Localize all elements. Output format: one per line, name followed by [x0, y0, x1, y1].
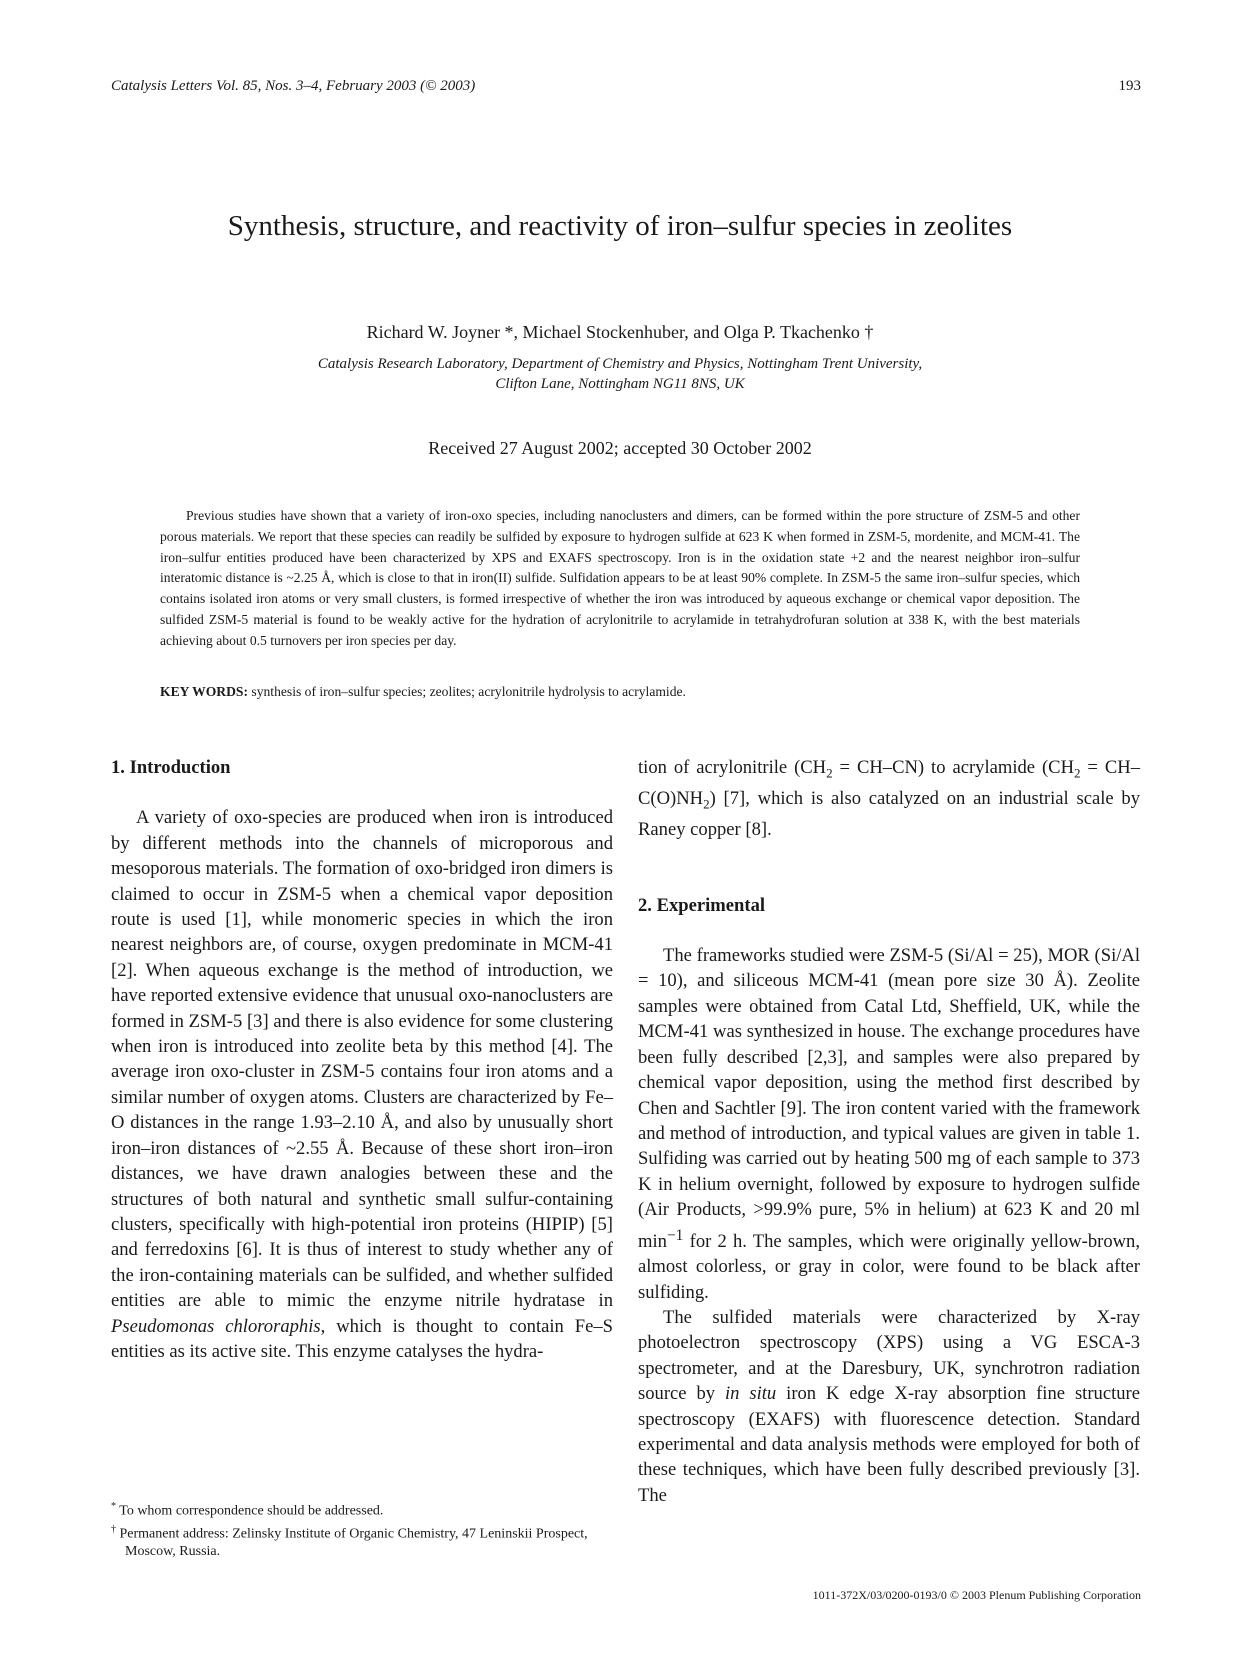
section-heading-introduction: 1. Introduction — [111, 757, 231, 778]
experimental-paragraph: The sulfided materials were characterized by X-ray photoelectron spectroscopy (XPS) using a VG ESCA-3 spectrometer, and at the Daresbury, UK, synchrotron radiation source by in situ iron K edge X-ray absorption fine structure spectroscopy (EXAFS) with fluorescence detection. Standard experimental and data analysis methods were employed for both of these techniques, which have been fully described previously [3]. The — [638, 1306, 1140, 1506]
publisher-line: 1011-372X/03/0200-0193/0 © 2003 Plenum Publishing Corporation — [812, 1588, 1141, 1602]
footnote-permanent-address: † Permanent address: Zelinsky Institute of Organic Chemistry, 47 Leninskii Prospect, Moscow, Russia. — [111, 1523, 588, 1560]
keywords — [160, 684, 1080, 700]
affiliation — [160, 354, 1080, 394]
affiliation-line: Clifton Lane, Nottingham NG11 8NS, UK — [495, 376, 745, 392]
experimental-paragraph: The frameworks studied were ZSM-5 (Si/Al = 25), MOR (Si/Al = 10), and siliceous MCM-41 (mean pore size 30 Å). Zeolite samples were obtained from Catal Ltd, Sheffield, UK, while the MCM-41 was synthesized in house. The exchange procedures have been fully described [2,3], and samples were also prepared by chemical vapor deposition, using the method first described by Chen and Sachtler [9]. The iron content varied with the framework and method of introduction, and typical values are given in table 1. Sulfiding was carried out by heating 500 mg of each sample to 373 K in helium overnight, followed by exposure to hydrogen sulfide (Air Products, >99.9% pure, 5% in helium) at 623 K and 20 ml $\min^{-1}$ for 2 h. The samples, which were originally yellow-brown, almost colorless, or gray in color, were found to be black after sulfiding. — [638, 945, 1140, 1303]
footnotes — [111, 1498, 613, 1561]
left-column — [111, 755, 613, 1364]
received-dates: Received 27 August 2002; accepted 30 October 2002 — [428, 438, 812, 458]
journal-citation: Catalysis Letters Vol. 85, Nos. 3–4, February 2003 (© 2003) — [111, 78, 476, 94]
right-column — [638, 755, 1140, 1508]
introduction-continuation: tion of acrylonitrile $(CH_2 = CH-CN)$ to acrylamide $(CH_2 = CH-C(O)NH_2)$ [7], which is also catalyzed on an industrial scale by Raney copper [8]. — [638, 757, 1140, 841]
running-head — [111, 78, 1141, 95]
introduction-paragraph: A variety of oxo-species are produced when iron is introduced by different methods into the channels of microporous and mesoporous materials. The formation of oxo-bridged iron dimers is claimed to occur in ZSM-5 when a chemical vapor deposition route is used [1], while monomeric species in which the iron nearest neighbors are, of course, oxygen predominate in MCM-41 [2]. When aqueous exchange is the method of introduction, we have reported extensive evidence that unusual oxo-nanoclusters are formed in ZSM-5 [3] and there is also evidence for some clustering when iron is introduced into zeolite beta by this method [4]. The average iron oxo-cluster in ZSM-5 contains four iron atoms and a similar number of oxygen atoms. Clusters are characterized by Fe–O distances in the range 1.93–2.10 Å, and also by unusually short iron–iron distances of ~2.55 Å. Because of these short iron–iron distances, we have drawn analogies between these and the structures of both natural and synthetic small sulfur-containing clusters, specifically with high-potential iron proteins (HIPIP) [5] and ferredoxins [6]. It is thus of interest to study whether any of the iron-containing materials can be sulfided, and whether sulfided entities are able to mimic the enzyme nitrile hydratase in Pseudomonas chlororaphis, which is thought to contain Fe–S entities as its active site. This enzyme catalyses the hydra- — [111, 807, 613, 1362]
page-number: 193 — [1118, 78, 1141, 94]
footnote-correspondence: * To whom correspondence should be addressed. — [111, 1501, 384, 1519]
affiliation-line: Catalysis Research Laboratory, Department of Chemistry and Physics, Nottingham Trent University, — [317, 356, 923, 372]
keywords-label: KEY WORDS: — [160, 684, 248, 699]
species-name: Pseudomonas chlororaphis — [111, 1315, 321, 1337]
section-heading-experimental: 2. Experimental — [638, 894, 766, 916]
article-title: Synthesis, structure, and reactivity of iron–sulfur species in zeolites — [227, 210, 1013, 242]
abstract: Previous studies have shown that a variety of iron-oxo species, including nanoclusters and dimers, can be formed within the pore structure of ZSM-5 and other porous materials. We report that these species can readily be sulfided by exposure to hydrogen sulfide at 623 K when formed in ZSM-5, mordenite, and MCM-41. The iron–sulfur entities produced have been characterized by XPS and EXAFS spectroscopy. Iron is in the oxidation state +2 and the nearest neighbor iron–sulfur interatomic distance is ~2.25 Å, which is close to that in iron(II) sulfide. Sulfidation appears to be at least 90% complete. In ZSM-5 the same iron–sulfur species, which contains isolated iron atoms or very small clusters, is formed irrespective of whether the iron was introduced by aqueous exchange or chemical vapor deposition. The sulfided ZSM-5 material is found to be weakly active for the hydration of acrylonitrile to acrylamide in tetrahydrofuran solution at 338 K, with the best materials achieving about 0.5 turnovers per iron species per day. — [160, 508, 1080, 648]
keywords-text: synthesis of iron–sulfur species; zeolites; acrylonitrile hydrolysis to acrylamide. — [251, 684, 686, 699]
author-list: Richard W. Joyner *, Michael Stockenhuber, and Olga P. Tkachenko † — [366, 322, 874, 342]
